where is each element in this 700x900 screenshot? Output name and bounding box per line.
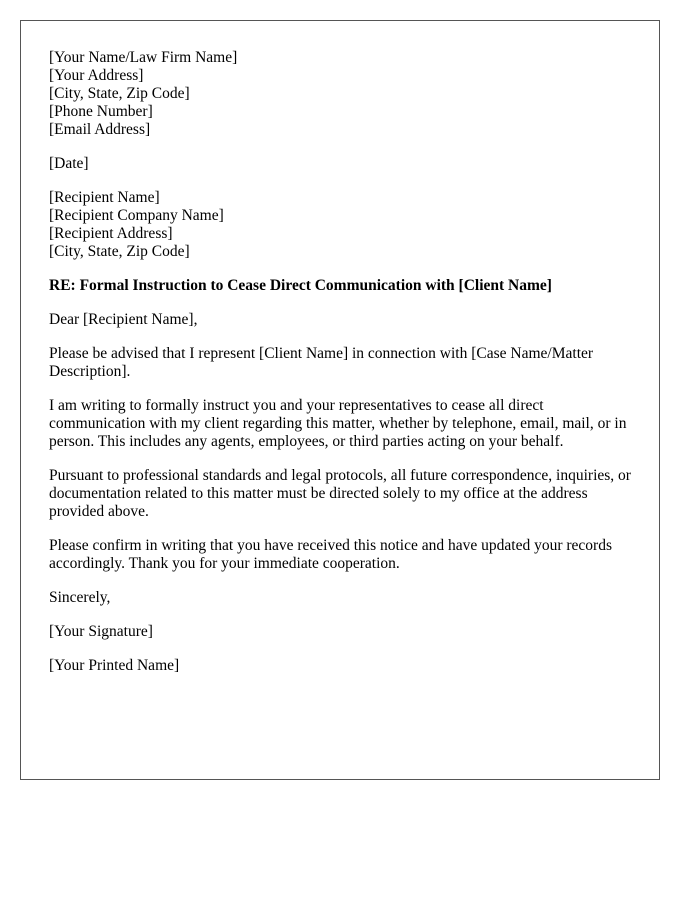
body-paragraph-2: I am writing to formally instruct you and your representatives to cease all direct communication with my client regarding this matter, whether by telephone, email, mail, or in person. This includes any agents, employees, or third parties acting on your behalf. — [49, 397, 627, 450]
sender-address: [Your Address] — [49, 67, 144, 84]
body-paragraph-1: Please be advised that I represent [Client Name] in connection with [Case Name/Matter Description]. — [49, 345, 594, 380]
recipient-block — [49, 189, 639, 261]
sender-phone: [Phone Number] — [49, 103, 153, 120]
signature-placeholder: [Your Signature] — [49, 623, 153, 640]
sender-email: [Email Address] — [49, 121, 151, 138]
letter-content — [49, 49, 639, 691]
recipient-company: [Recipient Company Name] — [49, 207, 224, 224]
sender-name: [Your Name/Law Firm Name] — [49, 49, 238, 66]
recipient-name: [Recipient Name] — [49, 189, 160, 206]
sender-city-state-zip: [City, State, Zip Code] — [49, 85, 190, 102]
closing: Sincerely, — [49, 589, 111, 606]
body-paragraph-4: Please confirm in writing that you have received this notice and have updated your records accordingly. Thank you for your immediate cooperation. — [49, 537, 612, 572]
recipient-city-state-zip: [City, State, Zip Code] — [49, 243, 190, 260]
printed-name: [Your Printed Name] — [49, 657, 180, 674]
subject-line: RE: Formal Instruction to Cease Direct Communication with [Client Name] — [49, 277, 552, 294]
date-line: [Date] — [49, 155, 89, 172]
salutation: Dear [Recipient Name], — [49, 311, 198, 328]
body-paragraph-3: Pursuant to professional standards and legal protocols, all future correspondence, inquiries, or documentation related to this matter must be directed solely to my office at the address provided above. — [49, 467, 631, 520]
letter-page — [20, 20, 660, 780]
sender-block — [49, 49, 639, 139]
recipient-address: [Recipient Address] — [49, 225, 173, 242]
